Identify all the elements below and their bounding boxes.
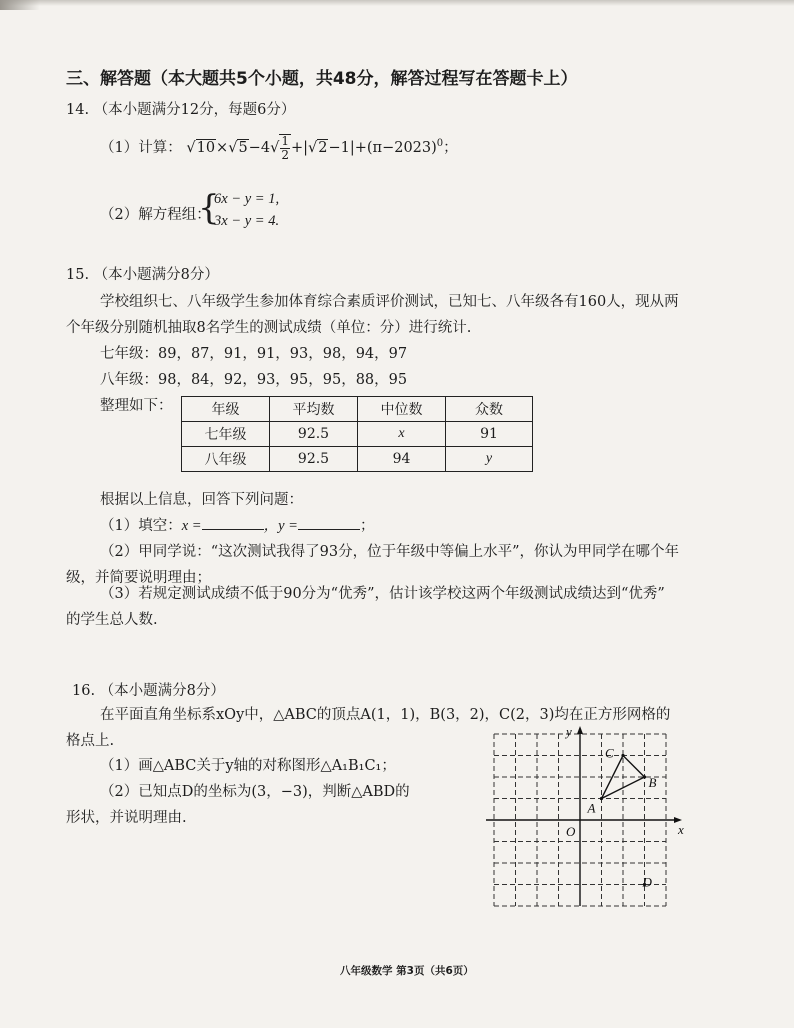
table-cell: x: [358, 422, 446, 447]
q15-part2-line2: 级，并简要说明理由；: [66, 570, 211, 586]
coordinate-grid-figure: [482, 726, 714, 936]
system-brace: {: [198, 188, 220, 228]
q15-grade7-scores: 七年级：89，87，91，91，93，98，94，97: [100, 346, 408, 362]
q15-part3-line1: （3）若规定测试成绩不低于90分为“优秀”，估计该学校这两个年级测试成绩达到“优秀”: [100, 586, 665, 602]
q16-part2-line2: 形状，并说明理由.: [66, 810, 187, 826]
table-cell: 八年级: [182, 447, 270, 472]
q15-part2-line1: （2）甲同学说：“这次测试我得了93分，位于年级中等偏上水平”，你认为甲同学在哪个年: [100, 544, 679, 560]
label-c: C: [605, 745, 614, 761]
table-cell: 92.5: [270, 422, 358, 447]
table-header-cell: 平均数: [270, 397, 358, 422]
q14-eq1: 6x − y = 1,: [214, 191, 280, 207]
q14-eq2: 3x − y = 4.: [214, 213, 280, 229]
table-row: [182, 447, 533, 472]
scan-corner: [0, 0, 40, 10]
q14-number: 14.: [66, 102, 90, 118]
q16-header-line: [72, 679, 225, 700]
q14-part1-expr: √10×√5−4√ $\frac{1}{2}$ $+|√2-1|+(\pi-2023)^0$；: [186, 134, 458, 162]
point-a: [600, 797, 603, 800]
q15-intro-line1: 学校组织七、八年级学生参加体育综合素质评价测试，已知七、八年级各有160人，现从两: [100, 294, 679, 310]
q15-part1-label: （1）填空：: [100, 518, 182, 534]
table-cell: 91: [446, 422, 533, 447]
q15-part1: [100, 514, 374, 535]
q16-number: 16.: [72, 683, 96, 699]
q15-number: 15.: [66, 267, 90, 283]
scan-edge: [0, 0, 794, 6]
table-cell: 七年级: [182, 422, 270, 447]
table-header-row: [182, 397, 533, 422]
y-answer-blank[interactable]: [298, 515, 360, 530]
table-cell: 94: [358, 447, 446, 472]
q14-header-line: [66, 98, 295, 119]
q15-intro-line2: 个年级分别随机抽取8名学生的测试成绩（单位：分）进行统计.: [66, 320, 472, 336]
q16-header: （本小题满分8分）: [99, 683, 225, 699]
table-header-cell: 年级: [182, 397, 270, 422]
x-answer-blank[interactable]: [202, 515, 264, 530]
q15-table-intro: 整理如下：: [100, 398, 173, 414]
q16-intro-line2: 格点上.: [66, 733, 115, 749]
q15-grade8-scores: 八年级：98，84，92，93，95，95，88，95: [100, 372, 408, 388]
q15-part3-line2: 的学生总人数.: [66, 612, 158, 628]
y-label: ，y =: [263, 518, 298, 534]
table-header-cell: 中位数: [358, 397, 446, 422]
point-c: [621, 754, 624, 757]
label-o: O: [566, 824, 576, 839]
table-header-cell: 众数: [446, 397, 533, 422]
section-title: 三、解答题（本大题共5个小题，共48分，解答过程写在答题卡上）: [66, 69, 578, 89]
table-cell: 92.5: [270, 447, 358, 472]
label-a: A: [587, 800, 596, 816]
label-d: D: [642, 874, 652, 890]
q16-part2-line1: （2）已知点D的坐标为(3，−3)，判断△ABD的: [100, 784, 410, 800]
table-cell: y: [446, 447, 533, 472]
q14-part1: [100, 134, 458, 162]
table-row: [182, 422, 533, 447]
q15-header: （本小题满分8分）: [93, 267, 219, 283]
label-b: B: [648, 775, 657, 790]
stats-table: [181, 396, 533, 472]
x-label: x =: [181, 518, 202, 534]
q15-part1-end: ；: [359, 518, 375, 534]
label-x: x: [678, 822, 684, 837]
label-y: y: [566, 726, 572, 739]
q16-intro-line1: 在平面直角坐标系xOy中，△ABC的顶点A(1，1)，B(3，2)，C(2，3)均在正方形网格的: [100, 707, 671, 723]
y-axis-arrow: [577, 726, 583, 734]
q14-part2-label: （2）解方程组：: [100, 207, 211, 223]
q15-header-line: [66, 263, 219, 284]
q14-header: （本小题满分12分，每题6分）: [93, 102, 296, 118]
point-b: [643, 775, 646, 778]
q16-part1: （1）画△ABC关于y轴的对称图形△A₁B₁C₁；: [100, 758, 396, 774]
q15-prompt: 根据以上信息，回答下列问题：: [100, 492, 303, 508]
q14-part1-label: （1）计算：: [100, 140, 182, 156]
page-footer: 八年级数学 第3页（共6页）: [340, 965, 474, 977]
